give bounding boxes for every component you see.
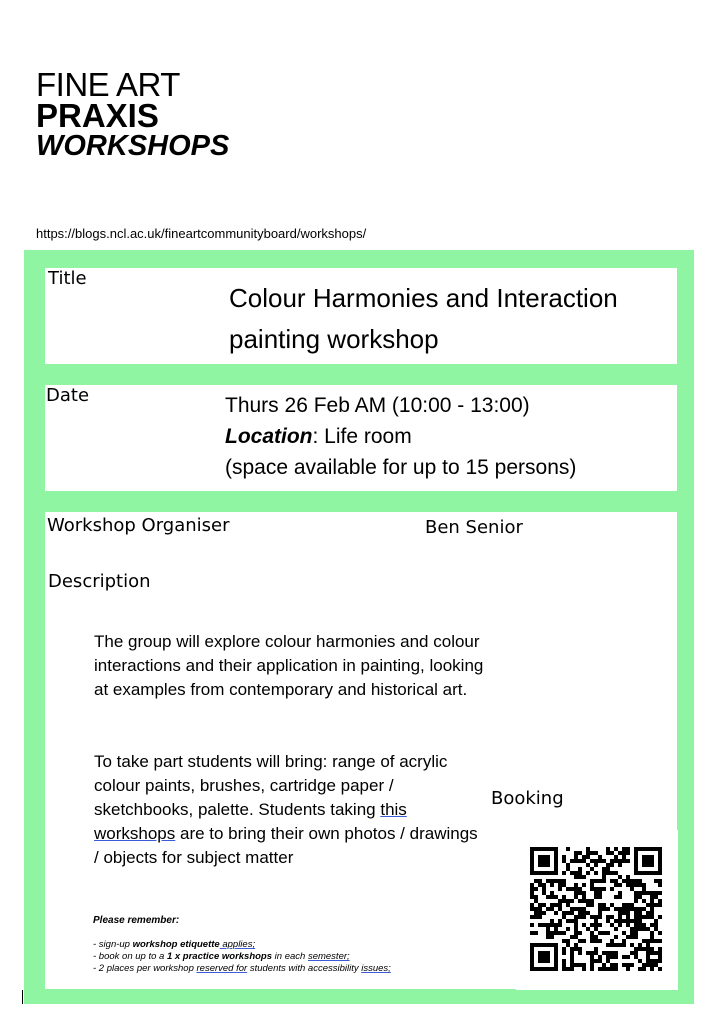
logo-line-2: PRAXIS xyxy=(36,97,159,134)
semester-link[interactable]: semester; xyxy=(307,951,350,962)
subject-matter-text: are to bring their own photos / drawings / objects for subject matter xyxy=(94,824,478,867)
rule-1 xyxy=(93,939,391,951)
date-label: Date xyxy=(46,385,90,406)
this-workshops-link[interactable]: this workshops xyxy=(94,800,407,843)
description-paragraph-2 xyxy=(94,750,484,870)
logo-line-3: WORKSHOPS xyxy=(36,130,230,162)
date-section xyxy=(45,385,677,491)
issues-link[interactable]: issues; xyxy=(361,963,391,974)
title-label: Title xyxy=(48,268,87,289)
applies-link[interactable]: applies; xyxy=(219,939,256,950)
date-time: Thurs 26 Feb AM (10:00 - 13:00) xyxy=(225,394,530,417)
rule-2-mid: in each xyxy=(272,951,308,962)
workshop-title: Colour Harmonies and Interaction painting workshop xyxy=(229,283,618,354)
fine-art-praxis-logo xyxy=(36,68,229,162)
workshops-url[interactable]: https://blogs.ncl.ac.uk/fineartcommunityboard/workshops/ xyxy=(36,226,367,241)
rule-3-mid: students with accessibility xyxy=(247,963,362,974)
practice-workshops-text: 1 x practice workshops xyxy=(166,951,273,962)
reserved-for-link[interactable]: reserved for xyxy=(196,963,248,974)
workshop-card xyxy=(24,250,694,1004)
description-paragraph-1: The group will explore colour harmonies and colour interactions and their application in painting, looking at examples from contemporary and historical art. xyxy=(94,632,484,699)
description-label: Description xyxy=(48,571,151,592)
location-value: : Life room xyxy=(312,425,412,448)
rule-3-text: - 2 places per workshop xyxy=(93,963,197,974)
qr-code-icon[interactable] xyxy=(530,846,662,972)
capacity: (space available for up to 15 persons) xyxy=(225,456,577,479)
location-label: Location xyxy=(225,425,313,448)
materials-text: To take part students will bring: range of acrylic colour paints, brushes, cartridge paper / sketchbooks, palette. Students taking xyxy=(94,752,448,819)
remember-heading: Please remember: xyxy=(93,915,180,926)
organiser-name: Ben Senior xyxy=(425,517,523,538)
text-cursor xyxy=(22,990,23,1004)
rule-2 xyxy=(93,951,391,963)
rule-3 xyxy=(93,963,391,975)
rules-list xyxy=(93,939,391,975)
date-details xyxy=(225,390,665,483)
logo-line-1: FINE ART xyxy=(36,66,180,103)
title-section xyxy=(45,268,677,364)
location-line xyxy=(225,421,665,452)
organiser-label: Workshop Organiser xyxy=(47,515,230,536)
etiquette-text: workshop etiquette xyxy=(132,939,220,950)
booking-label: Booking xyxy=(491,788,564,809)
rule-2-text: - book on up to a xyxy=(93,951,167,962)
booking-qr-panel xyxy=(516,830,678,990)
rule-1-text: - sign-up xyxy=(93,939,133,950)
